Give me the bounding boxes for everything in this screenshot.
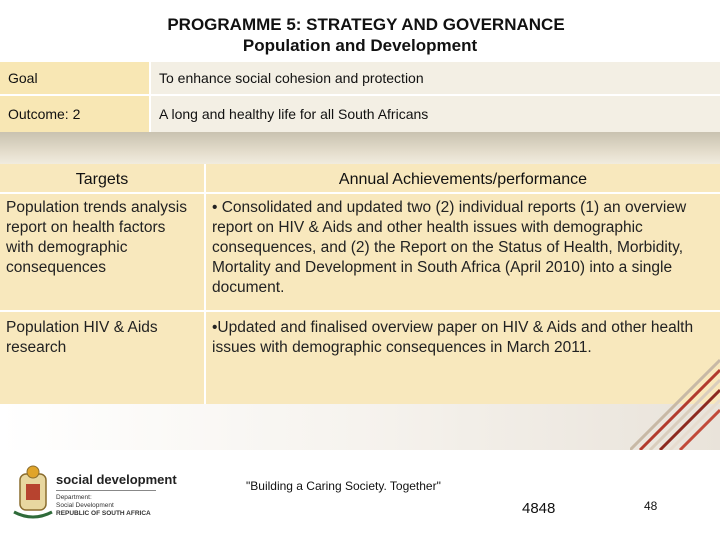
title-line-1: PROGRAMME 5: STRATEGY AND GOVERNANCE	[167, 15, 565, 34]
header-divider	[0, 192, 720, 194]
achievements-header: Annual Achievements/performance	[338, 171, 588, 188]
achievement-cell-2: •Updated and finalised overview paper on HIV & Aids and other health issues with demographic consequences in March 2011.	[212, 319, 694, 356]
decorative-band	[0, 132, 720, 164]
targets-header: Targets	[75, 171, 129, 188]
row-divider	[0, 310, 720, 312]
goal-outcome-table	[0, 62, 720, 134]
page-number: 48	[644, 499, 658, 513]
target-cell-2: Population HIV & Aids research	[6, 319, 158, 356]
goal-row	[0, 62, 720, 95]
goal-label: Goal	[0, 62, 150, 95]
logo-subtitle-2: Social Development	[56, 502, 114, 509]
targets-table	[0, 164, 720, 404]
logo-subtitle-3: REPUBLIC OF SOUTH AFRICA	[56, 510, 151, 517]
footer-gradient	[0, 404, 720, 450]
title-line-2: Population and Development	[242, 36, 478, 55]
logo-subtitle-1: Department:	[56, 494, 92, 501]
outcome-row	[0, 95, 720, 133]
target-cell-1: Population trends analysis report on health factors with demographic consequences	[6, 199, 187, 276]
slide-code: 4848	[522, 500, 556, 517]
achievement-cell-1: • Consolidated and updated two (2) individual reports (1) an overview report on HIV & Aids and other health issues with demographic consequences, and (2) the Report on the Status of Health, Morbidity, Mortality and Development in South Africa (April 2010) into a single document.	[212, 199, 687, 296]
goal-value: To enhance social cohesion and protection	[150, 62, 720, 95]
decorative-stripes-icon	[630, 340, 720, 450]
slogan: "Building a Caring Society. Together"	[246, 479, 441, 493]
outcome-value: A long and healthy life for all South Africans	[150, 95, 720, 133]
logo-divider	[56, 490, 156, 491]
logo-title: social development	[56, 472, 177, 487]
slide-title	[0, 14, 720, 56]
outcome-label: Outcome: 2	[0, 95, 150, 133]
